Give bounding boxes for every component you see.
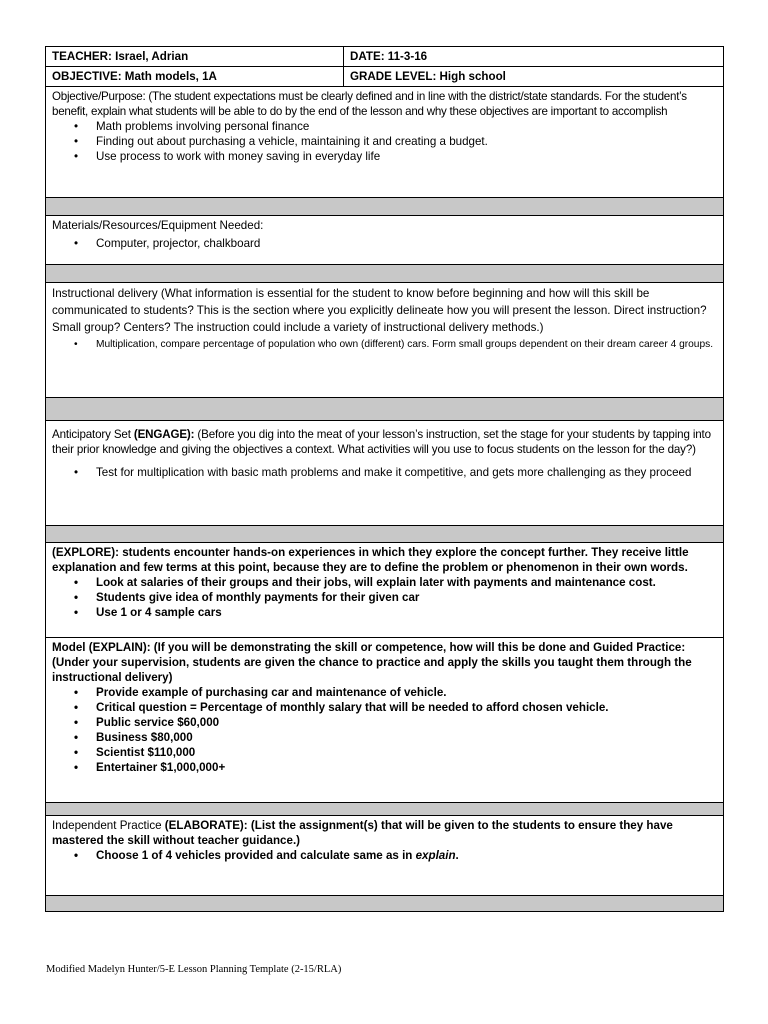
elaborate-text: Independent Practice (ELABORATE): (List the assignment(s) that will be given to the students to ensure they have mastered the skill without teacher guidance.) bbox=[52, 819, 673, 847]
list-item: • Math problems involving personal finance bbox=[96, 119, 717, 134]
list-item: • Use 1 or 4 sample cars bbox=[96, 605, 717, 620]
list-item: • Business $80,000 bbox=[96, 730, 717, 745]
materials-section bbox=[46, 216, 724, 265]
objective-field: OBJECTIVE: Math models, 1A bbox=[46, 67, 344, 87]
instructional-delivery-text: Instructional delivery (What information is essential for the student to know before beginning and how will this skill be communicated to students? This is the section where you explicitly delineate how you will present the lesson. Direct instruction? Small group? Centers? The instruction could include a variety of instructional delivery methods.) bbox=[52, 287, 707, 334]
objective-purpose-text: Objective/Purpose: (The student expectations must be clearly defined and in line with the district/state standards. For the student’s benefit, explain what students will be able to do by the end of the lesson and why these objectives are important to accomplish bbox=[52, 90, 687, 118]
list-item: • Critical question = Percentage of monthly salary that will be needed to afford chosen vehicle. bbox=[96, 700, 717, 715]
instructional-delivery-list bbox=[52, 336, 717, 353]
list-item: • Computer, projector, chalkboard bbox=[96, 236, 717, 251]
list-item: • Provide example of purchasing car and maintenance of vehicle. bbox=[96, 685, 717, 700]
list-item: • Scientist $110,000 bbox=[96, 745, 717, 760]
anticipatory-set-list bbox=[52, 465, 717, 480]
section-divider bbox=[46, 198, 724, 216]
materials-text: Materials/Resources/Equipment Needed: bbox=[52, 219, 264, 232]
footer-template-note: Modified Madelyn Hunter/5-E Lesson Planning Template (2-15/RLA) bbox=[46, 964, 342, 975]
instructional-delivery-section bbox=[46, 283, 724, 398]
teacher-field: TEACHER: Israel, Adrian bbox=[46, 47, 344, 67]
lesson-plan-table bbox=[45, 46, 724, 912]
explore-label: (EXPLORE) bbox=[52, 546, 116, 559]
explore-section bbox=[46, 543, 724, 638]
section-divider bbox=[46, 265, 724, 283]
explain-label: (EXPLAIN): bbox=[88, 641, 151, 654]
list-item: • Multiplication, compare percentage of population who own (different) cars. Form small groups dependent on their dream career 4 groups. bbox=[96, 336, 717, 353]
list-item: • Public service $60,000 bbox=[96, 715, 717, 730]
explain-text: Model (EXPLAIN): (If you will be demonstrating the skill or competence, how will this be done and Guided Practice: (Under your supervision, students are given the chance to practice and apply the skills you taught them through the instructional delivery) bbox=[52, 641, 692, 684]
grade-level-field: GRADE LEVEL: High school bbox=[344, 67, 724, 87]
section-divider bbox=[46, 398, 724, 421]
objective-purpose-list bbox=[52, 119, 717, 164]
objective-purpose-section bbox=[46, 87, 724, 198]
list-item: • Test for multiplication with basic math problems and make it competitive, and gets more challenging as they proceed bbox=[96, 465, 717, 480]
list-item: • Finding out about purchasing a vehicle, maintaining it and creating a budget. bbox=[96, 134, 717, 149]
elaborate-label: (ELABORATE): bbox=[164, 819, 248, 832]
lesson-plan bbox=[45, 46, 723, 912]
section-divider bbox=[46, 896, 724, 912]
list-item: • Students give idea of monthly payments for their given car bbox=[96, 590, 717, 605]
date-field: DATE: 11-3-16 bbox=[344, 47, 724, 67]
explain-section bbox=[46, 638, 724, 803]
elaborate-section bbox=[46, 816, 724, 896]
explore-text: (EXPLORE): students encounter hands-on experiences in which they explore the concept further. They receive little explanation and few terms at this point, because they are to define the problem or phenomenon in their own words. bbox=[52, 546, 689, 574]
list-item: • Use process to work with money saving in everyday life bbox=[96, 149, 717, 164]
engage-label: (ENGAGE): bbox=[133, 428, 195, 441]
explore-list bbox=[52, 575, 717, 620]
elaborate-list bbox=[52, 848, 717, 863]
list-item: • Entertainer $1,000,000+ bbox=[96, 760, 717, 775]
explain-list bbox=[52, 685, 717, 775]
section-divider bbox=[46, 803, 724, 816]
anticipatory-set-text: Anticipatory Set (ENGAGE): (Before you dig into the meat of your lesson’s instruction, set the stage for your students by tapping into their prior knowledge and giving the objectives a context. What activities will you use to focus students on the lesson for the day?) bbox=[52, 428, 711, 456]
list-item: • Choose 1 of 4 vehicles provided and calculate same as in explain. bbox=[96, 848, 717, 863]
anticipatory-set-section bbox=[46, 421, 724, 526]
materials-list bbox=[52, 236, 717, 251]
list-item: • Look at salaries of their groups and their jobs, will explain later with payments and maintenance cost. bbox=[96, 575, 717, 590]
section-divider bbox=[46, 526, 724, 543]
